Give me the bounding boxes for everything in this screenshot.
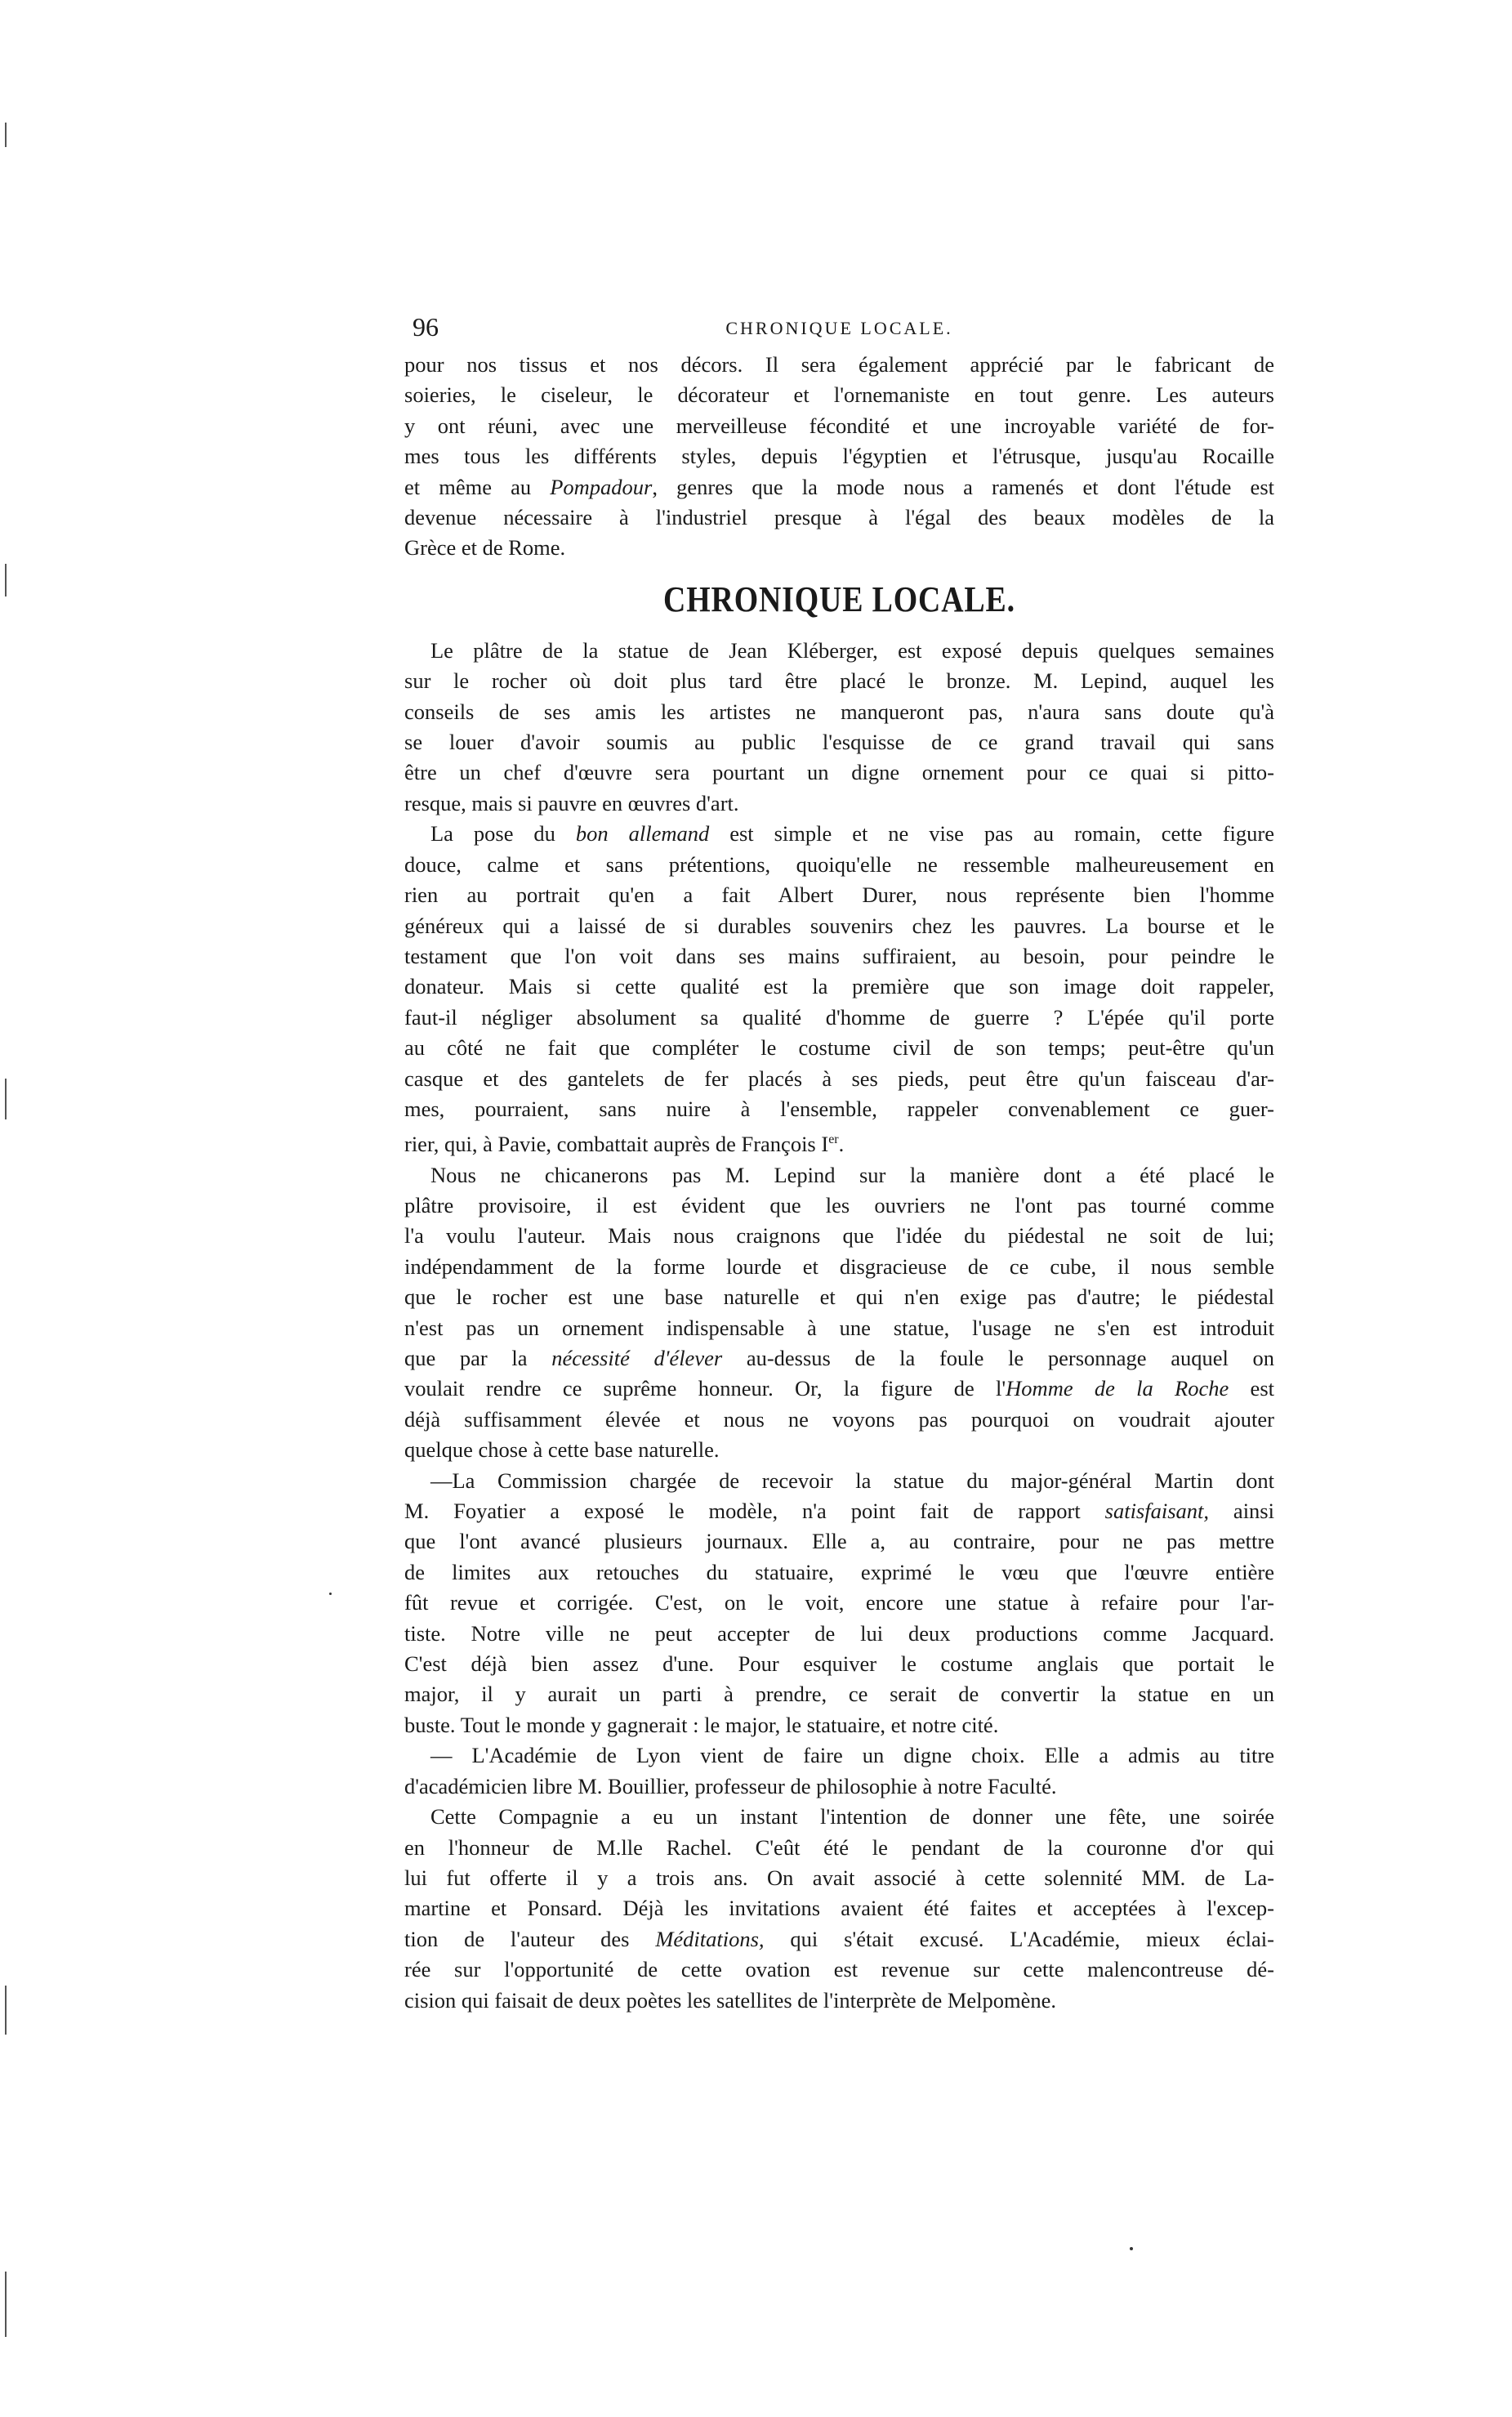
italic-term: satisfaisant, — [1104, 1499, 1210, 1524]
book-page — [404, 311, 1274, 2016]
text-segment: est simple et ne vise pas au romain, cette figure — [709, 821, 1274, 847]
text-line: testament que l'on voit dans ses mains suffiraient, au besoin, pour peindre le — [404, 943, 1274, 968]
text-line: Le plâtre de la statue de Jean Kléberger, est exposé depuis quelques semaines — [430, 637, 1274, 663]
text-line: déjà suffisamment élevée et nous ne voyons pas pourquoi on voudrait ajouter — [404, 1406, 1274, 1432]
text-line: que l'ont avancé plusieurs journaux. Elle a, au contraire, pour ne pas mettre — [404, 1529, 1274, 1554]
paragraph-academie — [404, 1740, 1274, 1802]
text-line: casque et des gantelets de fer placés à ses pieds, peut être qu'un faisceau d'ar- — [404, 1066, 1274, 1091]
text-line: soieries, le ciseleur, le décorateur et l'ornemaniste en tout genre. Les auteurs — [404, 382, 1274, 408]
text-line — [404, 1374, 1274, 1404]
text-segment: I — [815, 1132, 829, 1157]
scan-speck — [329, 1593, 332, 1595]
text-segment: M. Foyatier a exposé le modèle, n'a point fait de rapport — [404, 1499, 1105, 1524]
text-segment: La pose du — [430, 821, 576, 847]
text-segment: qui s'était excusé. L'Académie, mieux éclai- — [764, 1926, 1274, 1951]
paragraph-piedestal — [404, 1160, 1274, 1466]
text-segment: tion de l'auteur des — [404, 1926, 656, 1951]
text-line — [404, 1496, 1274, 1526]
text-line: Grèce et de Rome. — [404, 535, 566, 561]
text-line: major, il y aurait un parti à prendre, ce serait de convertir la statue en un — [404, 1682, 1274, 1707]
text-line: d'académicien libre M. Bouillier, professeur de philosophie à notre Faculté. — [404, 1773, 1057, 1798]
text-line: généreux qui a laissé de si durables souvenirs chez les pauvres. La bourse et le — [404, 913, 1274, 938]
text-segment: voulait rendre ce suprême honneur. Or, la figure de l' — [404, 1376, 1006, 1401]
italic-term: Pompadour — [550, 474, 653, 499]
text-line: douce, calme et sans prétentions, quoiqu'elle ne ressemble malheureusement en — [404, 851, 1274, 877]
scan-margin-mark — [5, 564, 7, 596]
text-line: — L'Académie de Lyon vient de faire un digne choix. Elle a admis au titre — [430, 1743, 1274, 1768]
text-line: resque, mais si pauvre en œuvres d'art. — [404, 790, 739, 815]
text-line: faut-il négliger absolument sa qualité d'homme de guerre ? L'épée qu'il porte — [404, 1004, 1274, 1030]
page-number: 96 — [413, 312, 439, 342]
text-line: pour nos tissus et nos décors. Il sera également apprécié par le fabricant de — [404, 352, 1274, 377]
text-line: rier, qui, à Pavie, combattait auprès de François Ier. — [404, 1132, 845, 1157]
text-line: y ont réuni, avec une merveilleuse fécondité et une incroyable variété de for- — [404, 413, 1274, 438]
text-line: tiste. Notre ville ne peut accepter de lui deux productions comme Jacquard. — [404, 1620, 1274, 1646]
paragraph-pose — [404, 819, 1274, 1159]
text-line: indépendamment de la forme lourde et disgracieuse de ce cube, il nous semble — [404, 1253, 1274, 1279]
text-segment: au-dessus de la foule le personnage auquel on — [722, 1346, 1274, 1371]
text-line: rée sur l'opportunité de cette ovation est revenue sur cette malencontreuse dé- — [404, 1957, 1274, 1982]
scan-speck — [1130, 2247, 1133, 2250]
section-title: CHRONIQUE LOCALE. — [663, 579, 1015, 619]
text-line: donateur. Mais si cette qualité est la première que son image doit rappeler, — [404, 974, 1274, 999]
scan-margin-mark — [5, 1986, 7, 2035]
text-line: fût revue et corrigée. C'est, on le voit, encore une statue à refaire pour l'ar- — [404, 1590, 1274, 1615]
text-line: cision qui faisait de deux poètes les satellites de l'interprète de Melpomène. — [404, 1987, 1057, 2013]
superscript: er — [828, 1133, 839, 1147]
text-segment: et même au — [404, 474, 551, 499]
running-title: CHRONIQUE LOCALE. — [725, 318, 953, 338]
text-line: être un chef d'œuvre sera pourtant un digne ornement pour ce quai si pitto- — [404, 760, 1274, 785]
text-line — [404, 1343, 1274, 1374]
text-line: n'est pas un ornement indispensable à une statue, l'usage ne s'en est introduit — [404, 1315, 1274, 1340]
text-line: devenue nécessaire à l'industriel presque à l'égal des beaux modèles de la — [404, 505, 1274, 530]
text-line: martine et Ponsard. Déjà les invitations avaient été faites et acceptées à l'excep- — [404, 1896, 1274, 1921]
text-line: quelque chose à cette base naturelle. — [404, 1437, 720, 1463]
text-line — [404, 819, 1274, 849]
paragraph-commission — [404, 1466, 1274, 1741]
italic-term: Méditations, — [655, 1926, 765, 1951]
text-line: conseils de ses amis les artistes ne manqueront pas, n'aura sans doute qu'à — [404, 699, 1274, 724]
italic-term: Homme de la Roche — [1006, 1376, 1229, 1401]
text-segment: est — [1229, 1376, 1274, 1401]
text-line: rien au portrait qu'en a fait Albert Durer, nous représente bien l'homme — [404, 882, 1274, 908]
text-line: plâtre provisoire, il est évident que les ouvriers ne l'ont pas tourné comme — [404, 1192, 1274, 1217]
text-line: en l'honneur de M.lle Rachel. C'eût été le pendant de la couronne d'or qui — [404, 1834, 1274, 1860]
text-segment: , genres que la mode nous a ramenés et dont l'étude est — [652, 474, 1274, 499]
text-line: l'a voulu l'auteur. Mais nous craignons que l'idée du piédestal ne soit de lui; — [404, 1223, 1274, 1249]
text-line: se louer d'avoir soumis au public l'esquisse de ce grand travail qui sans — [404, 730, 1274, 755]
text-line — [404, 472, 1274, 503]
text-line: Cette Compagnie a eu un instant l'intention de donner une fête, une soirée — [430, 1804, 1274, 1830]
text-segment: ainsi — [1209, 1499, 1274, 1524]
text-line: de limites aux retouches du statuaire, exprimé le vœu que l'œuvre entière — [404, 1559, 1274, 1584]
italic-term: nécessité d'élever — [551, 1346, 723, 1371]
text-line: Nous ne chicanerons pas M. Lepind sur la manière dont a été placé le — [430, 1162, 1274, 1187]
scan-margin-mark — [5, 123, 7, 147]
italic-term: bon allemand — [575, 821, 710, 847]
text-line: lui fut offerte il y a trois ans. On avait associé à cette solennité MM. de La- — [404, 1865, 1274, 1890]
scan-margin-mark — [5, 1079, 7, 1119]
text-line: mes, pourraient, sans nuire à l'ensemble, rappeler convenablement ce guer- — [404, 1096, 1274, 1121]
scan-margin-mark — [5, 2272, 7, 2337]
text-line: —La Commission chargée de recevoir la statue du major-général Martin dont — [430, 1468, 1274, 1493]
paragraph-kleberger — [404, 636, 1274, 819]
text-line: sur le rocher où doit plus tard être placé le bronze. M. Lepind, auquel les — [404, 668, 1274, 694]
text-line: au côté ne fait que compléter le costume civil de son temps; peut-être qu'un — [404, 1035, 1274, 1061]
text-segment: que par la — [404, 1346, 552, 1371]
paragraph-rachel — [404, 1802, 1274, 2016]
text-line — [404, 1924, 1274, 1955]
running-head — [404, 311, 1274, 350]
text-line: mes tous les différents styles, depuis l'égyptien et l'étrusque, jusqu'au Rocaille — [404, 444, 1274, 469]
text-line: C'est déjà bien assez d'une. Pour esquiver le costume anglais que portait le — [404, 1651, 1274, 1677]
text-line: buste. Tout le monde y gagnerait : le major, le statuaire, et notre cité. — [404, 1712, 999, 1737]
text-segment: rier, qui, à Pavie, combattait auprès de François — [404, 1132, 816, 1157]
text-line: que le rocher est une base naturelle et qui n'en exige pas d'autre; le piédestal — [404, 1284, 1274, 1310]
intro-paragraph — [404, 350, 1274, 564]
